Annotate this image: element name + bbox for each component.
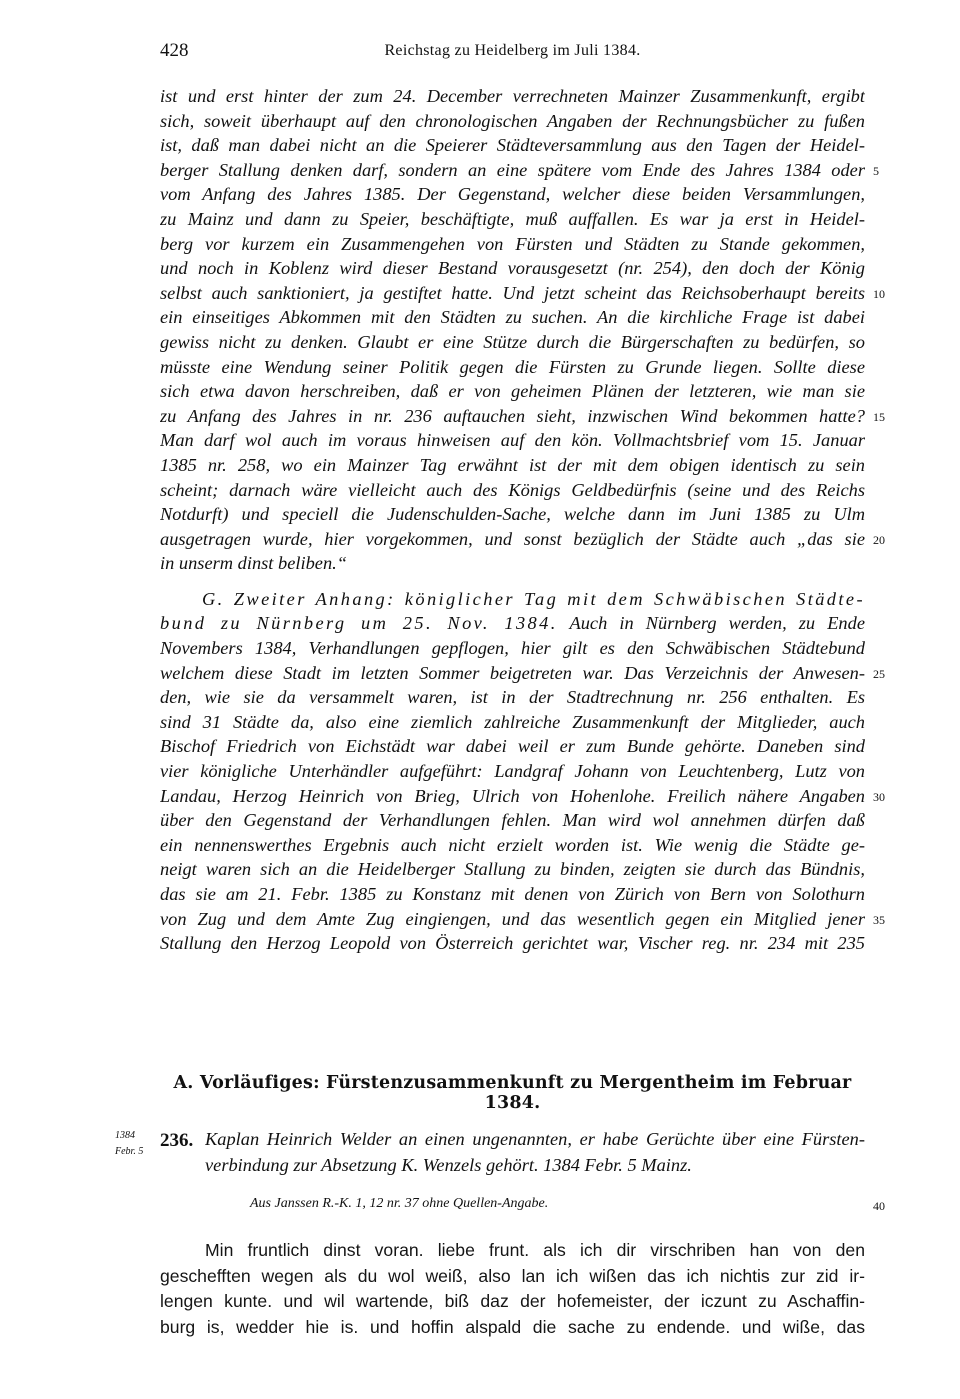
commentary-line: und noch in Koblenz wird dieser Bestand vorausgesetzt (nr. 254), den doch der König [160, 258, 865, 279]
appendix-line: Novembers 1384, Verhandlungen gepflogen, hier gilt es den Schwäbischen Städtebund [160, 638, 865, 658]
appendix-heading-continued [160, 610, 865, 636]
commentary-line: ausgetragen wurde, hier vorgekommen, und sonst bezüglich der Städte auch „das sie [160, 528, 865, 549]
commentary-line: zu Anfang des Jahres in nr. 236 auftauchen sieht, inzwischen Wind bekommen hatte? [160, 405, 865, 426]
page-header [160, 40, 865, 66]
document-text-line: lengen kunte. und wil wartende, biß daz der hofemeister, der iczunt zu Aschaffin- [160, 1291, 865, 1311]
line-number-margin: 25 [873, 666, 885, 681]
appendix-line: neigt waren sich an die Heidelberger Stallung zu binden, zeigten sie durch das Bündnis, [160, 859, 865, 880]
line-number-margin: 35 [873, 912, 885, 927]
document-number: 236. [160, 1130, 194, 1151]
source-citation: Aus Janssen R.-K. 1, 12 nr. 37 ohne Quellen-Angabe. [250, 1196, 549, 1211]
appendix-heading: G. Zweiter Anhang: königlicher Tag mit dem Schwäbischen Städte- [202, 589, 865, 609]
appendix-line: über den Gegenstand der Verhandlungen fehlen. Man wird wol annehmen dürfen daß [160, 810, 865, 831]
commentary-line: vom Anfang des Jahres 1385. Der Gegenstand, welcher diese beiden Versammlungen, [160, 184, 865, 205]
commentary-line: 1385 nr. 258, wo ein Mainzer Tag erwähnt ist der mit dem obigen identisch zu sein [160, 455, 865, 475]
commentary-line: selbst auch sanktioniert, ja gestiftet hatte. Und jetzt scheint das Reichsoberhaupt bereits [160, 282, 865, 303]
document-text-line: geschefften wegen als du wol weiß, also lan ich wißen das ich nichtis zur zid ir- [160, 1265, 865, 1286]
line-number-margin: 30 [873, 789, 885, 804]
commentary-line: berg vor kurzem ein Zusammengehen von Fürsten und Städten zu Stande gekommen, [160, 233, 865, 254]
commentary-line: berger Stallung denken darf, sondern an eine spätere vom Ende des Jahres 1384 oder [160, 159, 865, 180]
appendix-line: Bischof Friedrich von Eichstädt war dabei weil er zum Bunde gehörte. Daneben sind [160, 736, 865, 757]
line-number-margin: 15 [873, 409, 885, 424]
commentary-line: zu Mainz und dann zu Speier, beschäftigte, muß auffallen. Es war ja erst in Heidel- [160, 209, 865, 229]
appendix-line: Stallung den Herzog Leopold von Österreich gerichtet war, Vischer reg. nr. 234 mit 235 [160, 933, 865, 954]
page-number: 428 [160, 40, 189, 61]
appendix-heading-rest: Auch in Nürnberg werden, zu Ende [569, 613, 865, 633]
appendix-line: das sie am 21. Febr. 1385 zu Konstanz mit denen von Zürich von Bern von Solothurn [160, 884, 865, 904]
commentary-line: in unserm dinst beliben.“ [160, 553, 347, 574]
running-title: Reichstag zu Heidelberg im Juli 1384. [384, 42, 641, 59]
document-text-line: burg is, wedder hie is. und hoffin alspald die sache zu endende. und wiße, das [160, 1316, 865, 1337]
appendix-line: den, wie sie da versammelt waren, ist in der Stadtrechnung nr. 256 enthalten. Es [160, 687, 865, 708]
document-text-line: Min fruntlich dinst voran. liebe frunt. als ich dir virschriben han von den [205, 1240, 865, 1260]
commentary-line: ein einseitiges Abkommen mit den Städten zu suchen. An die kirchliche Frage ist dabei [160, 307, 865, 328]
commentary-line: sich etwa davon herschreiben, daß er von geheimen Plänen der letzteren, wie man sie [160, 381, 865, 402]
document-summary-line: verbindung zur Absetzung K. Wenzels gehört. 1384 Febr. 5 Mainz. [205, 1155, 692, 1175]
line-number-margin: 40 [873, 1199, 885, 1213]
line-number-margin: 10 [873, 286, 885, 301]
appendix-line: vier königliche Unterhändler aufgeführt: Landgraf Johann von Leuchtenberg, Lutz von [160, 761, 865, 781]
appendix-heading-spaced: bund zu Nürnberg um 25. Nov. 1384. [160, 613, 558, 633]
commentary-line: müsste eine Wendung seiner Politik gegen die Fürsten zu Grunde liegen. Sollte diese [160, 356, 865, 377]
commentary-line: sich, soweit überhaupt auf den chronologischen Angaben der Rechnungsbücher zu fußen [160, 110, 865, 131]
commentary-line: Man darf wol auch im voraus hinweisen auf den kön. Vollmachtsbrief vom 15. Januar [160, 430, 865, 451]
appendix-line: welchem diese Stadt im letzten Sommer beigetreten war. Das Verzeichnis der Anwesen- [160, 662, 865, 683]
line-number-margin: 5 [873, 163, 879, 178]
margin-year: 1384 [115, 1130, 135, 1141]
commentary-line: scheint; darnach wäre vielleicht auch des Königs Geldbedürfnis (seine und des Reichs [160, 479, 865, 500]
commentary-line: gewiss nicht zu denken. Glaubt er eine Stütze durch die Bürgerschaften zu bedürfen, so [160, 332, 865, 352]
commentary-line: Notdurft) und speciell die Judenschulden-Sache, welche dann im Juni 1385 zu Ulm [160, 504, 865, 525]
appendix-line: ein nennenswerthes Ergebnis auch nicht erzielt worden ist. Wie wenig die Städte ge- [160, 834, 865, 855]
margin-date: Febr. 5 [115, 1146, 144, 1157]
appendix-line: sind 31 Städte da, also eine ziemlich zahlreiche Zusammenkunft der Mitglieder, auch [160, 711, 865, 732]
section-heading: A. Vorläufiges: Fürstenzusammenkunft zu Mergentheim im Februar 1384. [173, 1073, 852, 1113]
commentary-line: ist, daß man dabei nicht an die Speierer Städteversammlung aus den Tagen der Heidel- [160, 135, 865, 156]
document-summary-line: Kaplan Heinrich Welder an einen ungenannten, er habe Gerüchte über eine Fürsten- [205, 1129, 865, 1149]
appendix-line: von Zug und dem Amte Zug eingiengen, und das wesentlich gegen ein Mitglied jener [160, 908, 865, 929]
commentary-line: ist und erst hinter der zum 24. December verrechneten Mainzer Zusammenkunft, ergibt [160, 86, 865, 106]
appendix-line: Landau, Herzog Heinrich von Brieg, Ulrich von Hohenlohe. Freilich nähere Angaben [160, 785, 865, 806]
line-number-margin: 20 [873, 532, 885, 547]
